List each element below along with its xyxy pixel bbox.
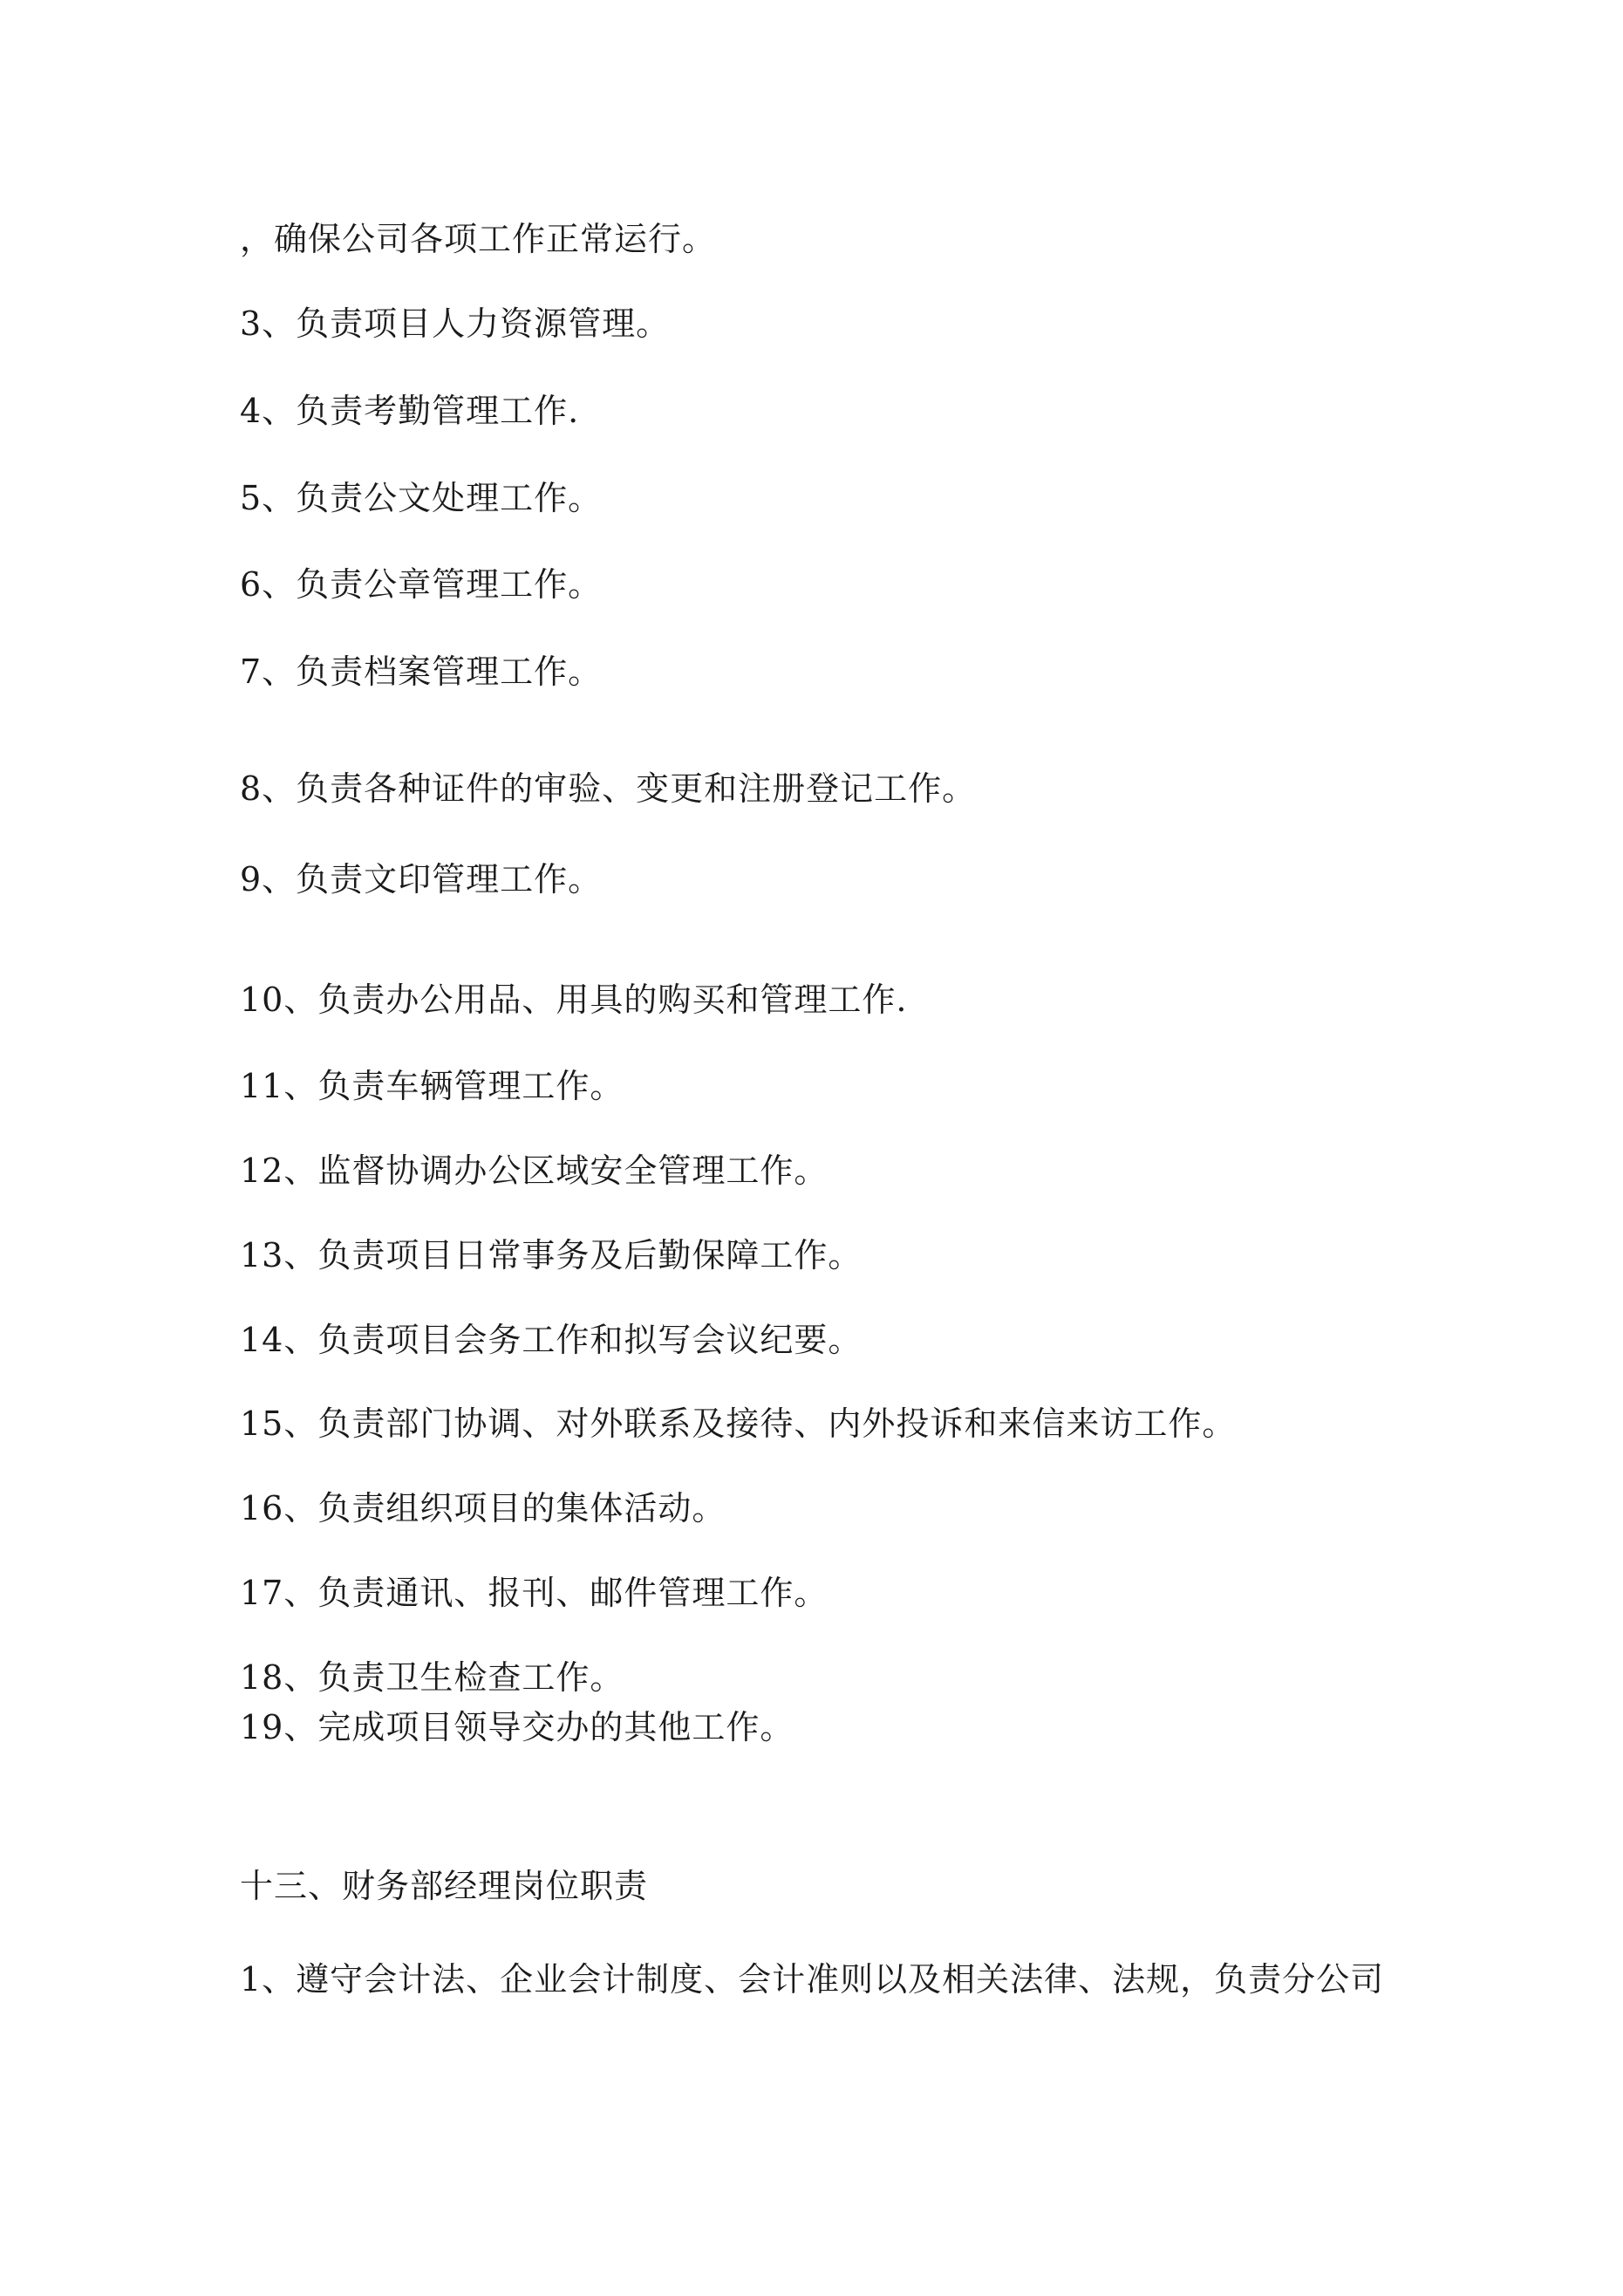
duty-item-11: 11、负责车辆管理工作。: [240, 1067, 624, 1105]
section-heading: 十三、财务部经理岗位职责: [240, 1867, 649, 1905]
duty-item-15: 15、负责部门协调、对外联系及接待、内外投诉和来信来访工作。: [240, 1404, 1237, 1443]
duty-item-6: 6、负责公章管理工作。: [240, 565, 603, 604]
duty-item-12: 12、监督协调办公区域安全管理工作。: [240, 1151, 829, 1190]
duty-item-19: 19、完成项目领导交办的其他工作。: [240, 1708, 794, 1746]
duty-item-4: 4、负责考勤管理工作.: [240, 392, 580, 430]
duty-item-18: 18、负责卫生检查工作。: [240, 1658, 624, 1697]
duty-item-8: 8、负责各种证件的审验、变更和注册登记工作。: [240, 769, 977, 808]
duty-item-9: 9、负责文印管理工作。: [240, 860, 603, 899]
duty-item-5: 5、负责公文处理工作。: [240, 479, 603, 517]
duty-item-17: 17、负责通讯、报刊、邮件管理工作。: [240, 1574, 829, 1612]
paragraph-continuation: ，确保公司各项工作正常运行。: [240, 220, 717, 258]
duty-item-13: 13、负责项目日常事务及后勤保障工作。: [240, 1236, 863, 1274]
duty-item-10: 10、负责办公用品、用具的购买和管理工作.: [240, 981, 908, 1019]
duty-item-14: 14、负责项目会务工作和拟写会议纪要。: [240, 1321, 863, 1359]
duty-item-3: 3、负责项目人力资源管理。: [240, 304, 671, 343]
finance-duty-item-1: 1、遵守会计法、企业会计制度、会计准则以及相关法律、法规，负责分公司: [240, 1960, 1385, 1999]
duty-item-16: 16、负责组织项目的集体活动。: [240, 1489, 726, 1527]
duty-item-7: 7、负责档案管理工作。: [240, 653, 603, 691]
